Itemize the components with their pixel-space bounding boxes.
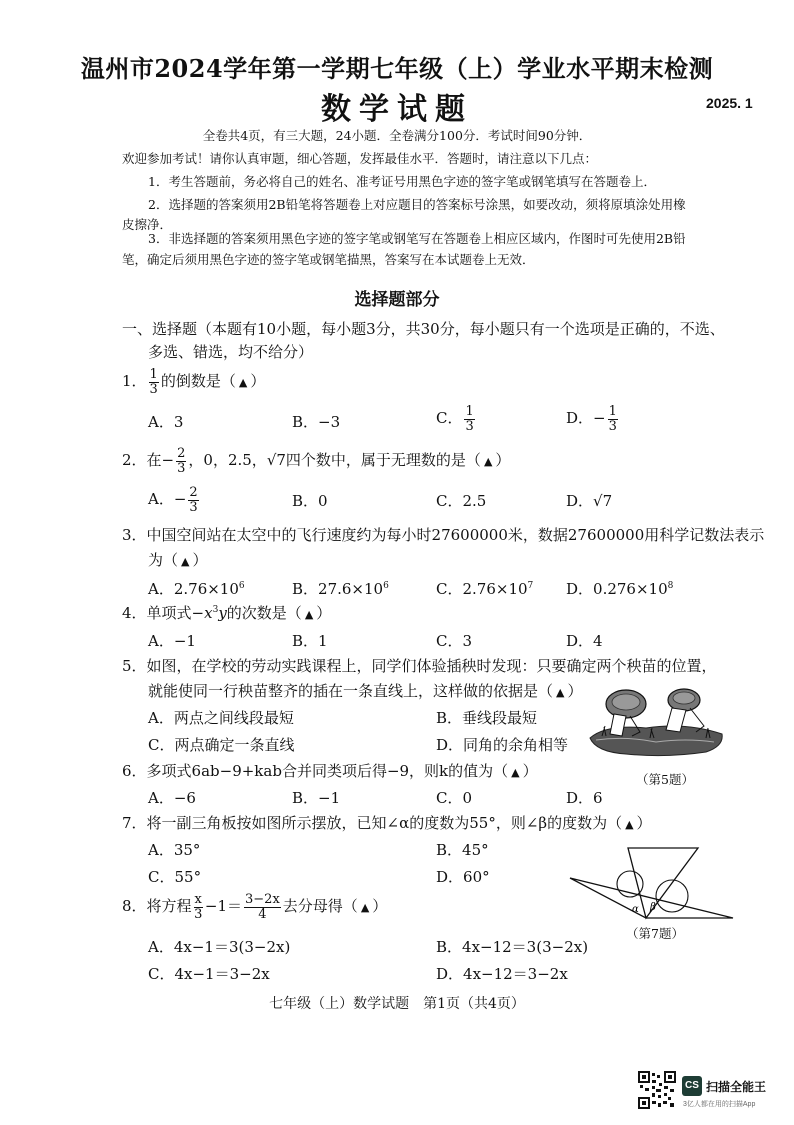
q2-fraction (176, 447, 186, 475)
q2-option-b: B．0 (292, 492, 328, 510)
section-heading-line1: 一、选择题（本题有10小题，每小题3分，共30分，每小题只有一个选项是正确的，不选、 (122, 320, 725, 338)
q4-post: 的次数是（ (226, 604, 302, 622)
instruction-2b: 皮擦净． (122, 217, 173, 232)
q4-option-c: C．3 (436, 632, 473, 650)
q2-stem: 四个数中，属于无理数的是（ (285, 451, 481, 470)
q1-fraction (149, 368, 159, 396)
q3-option-a (148, 578, 245, 599)
q2-frac-den: 3 (177, 460, 186, 476)
answer-marker: ▲ (511, 766, 520, 779)
q8-f2-num: 3−2x (245, 892, 280, 907)
q3-a-exp: 6 (238, 581, 245, 591)
q3-option-b (292, 578, 389, 599)
instruction-2a: 2．选择题的答案须用2B铅笔将答题卷上对应题目的答案标号涂黑，如要改动，须将原填涂处用橡 (148, 197, 686, 212)
instruction-3a: 3．非选择题的答案须用黑色字迹的签字笔或钢笔写在答题卷上相应区域内，作图时可先使用2B铅 (148, 231, 686, 246)
q7-figure-caption: （第7题） (626, 926, 684, 941)
triangle-boards-figure (568, 840, 738, 922)
q1-option-b: B．−3 (292, 413, 341, 431)
q4-exp: 3 (212, 605, 219, 615)
q3-c-exp: 7 (527, 581, 534, 591)
q2-option-c: C．2.5 (436, 492, 487, 510)
q6-option-b: B．−1 (292, 789, 341, 807)
question-8 (122, 893, 387, 921)
q2-root: √7 (266, 451, 286, 470)
q6-option-d: D．6 (566, 789, 603, 807)
page-footer: 七年级（上）数学试题 第1页（共4页） (269, 996, 525, 1012)
q4-option-b: B．1 (292, 632, 328, 650)
q3-c-base: C．2.76×10 (436, 580, 528, 598)
answer-marker: ▲ (181, 555, 190, 568)
q7-close: ） (636, 814, 652, 832)
q2-close: ） (495, 451, 511, 470)
q7-option-d: D．60° (436, 868, 490, 886)
q2-mid: ，0，2.5， (188, 451, 267, 470)
q8-f1-den: 3 (194, 906, 203, 922)
q3-close: ） (192, 551, 208, 569)
q3-a-base: A．2.76×10 (148, 580, 239, 598)
section-title: 选择题部分 (354, 290, 440, 310)
alpha-label: α (632, 904, 639, 915)
q1-c-label: C． (436, 409, 463, 428)
q1-option-c (436, 405, 477, 433)
q3-d-exp: 8 (667, 581, 674, 591)
q7-option-c: C．55° (148, 868, 202, 886)
answer-marker: ▲ (304, 608, 314, 621)
q5-option-c: C．两点确定一条直线 (148, 736, 295, 754)
q7-option-b: B．45° (436, 841, 489, 859)
q4-close: ） (316, 604, 332, 622)
q1-frac-num: 1 (149, 367, 158, 382)
q3-option-d (566, 578, 673, 599)
question-7 (122, 812, 652, 833)
q4-var: y (218, 604, 227, 622)
q1-option-d (566, 405, 620, 433)
instruction-1: 1．考生答题前，务必将自己的姓名、准考证号用黑色字迹的签字笔或钢笔填写在答题卷上． (148, 174, 656, 189)
q8-option-d: D．4x−12＝3−2x (436, 965, 568, 983)
q8-f2-den: 4 (258, 906, 267, 922)
q1-stem: 的倒数是（ (160, 372, 236, 391)
q4-pre: 4．单项式 (122, 604, 192, 622)
camscanner-tagline: 3亿人都在用的扫描App (683, 1101, 756, 1108)
q6-option-a: A．−6 (148, 789, 196, 807)
q2-frac-num: 2 (177, 446, 186, 461)
q3-option-c (436, 578, 533, 599)
q1-d-num: 1 (608, 404, 617, 419)
question-6 (122, 760, 538, 781)
exam-date: 2025. 1 (706, 95, 753, 111)
answer-marker: ▲ (556, 686, 565, 699)
q3-line1: 3．中国空间站在太空中的飞行速度约为每小时27600000米，数据27600000用科学记数法表示 (122, 526, 765, 544)
q8-f1-num: x (194, 892, 202, 907)
q4-expr: −x (191, 604, 213, 622)
q5-line1: 5．如图，在学校的劳动实践课程上，同学们体验插秧时发现：只要确定两个秧苗的位置， (122, 657, 717, 675)
answer-marker: ▲ (625, 818, 634, 831)
q5-option-b: B．垂线段最短 (436, 709, 538, 727)
q3-line2: 为（ (148, 551, 179, 569)
q3-d-base: D．0.276×10 (566, 580, 668, 598)
q1-option-a: A．3 (148, 413, 184, 431)
q6-stem: 6．多项式6ab−9+kab合并同类项后得−9，则k的值为（ (122, 762, 509, 780)
q2-a-num: 2 (189, 485, 198, 500)
section-heading-line2: 多选、错选，均不给分） (148, 343, 314, 361)
q2-option-a (148, 486, 201, 514)
subject-title: 数学试题 (321, 92, 473, 127)
q1-c-den: 3 (465, 418, 474, 434)
q1-c-fraction (464, 405, 474, 433)
q5-option-d: D．同角的余角相等 (436, 736, 569, 754)
q8-mid: −1＝ (204, 897, 243, 916)
q1-close: ） (250, 372, 266, 391)
q8-close: ） (372, 897, 388, 916)
q3-b-exp: 6 (383, 581, 389, 591)
q2-number: 2．在− (122, 451, 175, 470)
exam-summary: 全卷共4页，有三大题，24小题．全卷满分100分．考试时间90分钟． (202, 128, 592, 143)
q2-a-den: 3 (189, 499, 198, 515)
camscanner-name: 扫描全能王 (706, 1080, 767, 1094)
q1-d-den: 3 (608, 418, 617, 434)
q2-option-d: D．√7 (566, 492, 613, 510)
q6-close: ） (522, 762, 538, 780)
question-3-line2 (148, 549, 208, 570)
q2-a-label: A．− (148, 490, 187, 509)
question-2 (122, 447, 510, 475)
q8-fraction-2 (244, 893, 281, 921)
q8-pre: 8．将方程 (122, 897, 192, 916)
q5-line2: 就能使同一行秧苗整齐的插在一条直线上，这样做的依据是（ (148, 682, 554, 700)
q5-close: ） (567, 682, 583, 700)
rice-planting-illustration (586, 680, 726, 760)
q7-option-a: A．35° (148, 841, 201, 859)
q6-option-c: C．0 (436, 789, 473, 807)
welcome-text: 欢迎参加考试！请你认真审题，细心答题，发挥最佳水平．答题时，请注意以下几点： (122, 151, 598, 166)
q8-option-b: B．4x−12＝3(3−2x) (436, 938, 589, 956)
q4-option-a: A．−1 (148, 632, 196, 650)
q1-d-label: D．− (566, 409, 606, 428)
q3-b-base: B．27.6×10 (292, 580, 384, 598)
answer-marker: ▲ (238, 376, 248, 390)
q5-option-a: A．两点之间线段最短 (148, 709, 294, 727)
beta-label: β (650, 902, 656, 913)
q4-option-d: D．4 (566, 632, 603, 650)
q5-figure-caption: （第5题） (636, 772, 694, 787)
answer-marker: ▲ (483, 455, 493, 469)
q2-a-fraction (188, 486, 198, 514)
q8-fraction-1 (194, 893, 203, 921)
q1-d-fraction (608, 405, 618, 433)
q1-number: 1． (122, 372, 147, 391)
q8-option-c: C．4x−1＝3−2x (148, 965, 270, 983)
qr-code-icon (638, 1071, 676, 1109)
instruction-3b: 笔，确定后须用黑色字迹的签字笔或钢笔描黑，答案写在本试题卷上无效． (122, 252, 535, 267)
question-4 (122, 602, 331, 623)
q7-stem: 7．将一副三角板按如图所示摆放，已知∠α的度数为55°，则∠β的度数为（ (122, 814, 623, 832)
exam-title: 温州市2024学年第一学期七年级（上）学业水平期末检测 (80, 54, 714, 83)
question-1 (122, 368, 265, 396)
q1-c-num: 1 (465, 404, 474, 419)
camscanner-logo: CS (682, 1076, 702, 1096)
q8-option-a: A．4x−1＝3(3−2x) (148, 938, 291, 956)
q8-post: 去分母得（ (282, 897, 358, 916)
q1-frac-den: 3 (149, 381, 158, 397)
question-5-line2 (148, 680, 583, 701)
answer-marker: ▲ (360, 901, 370, 915)
